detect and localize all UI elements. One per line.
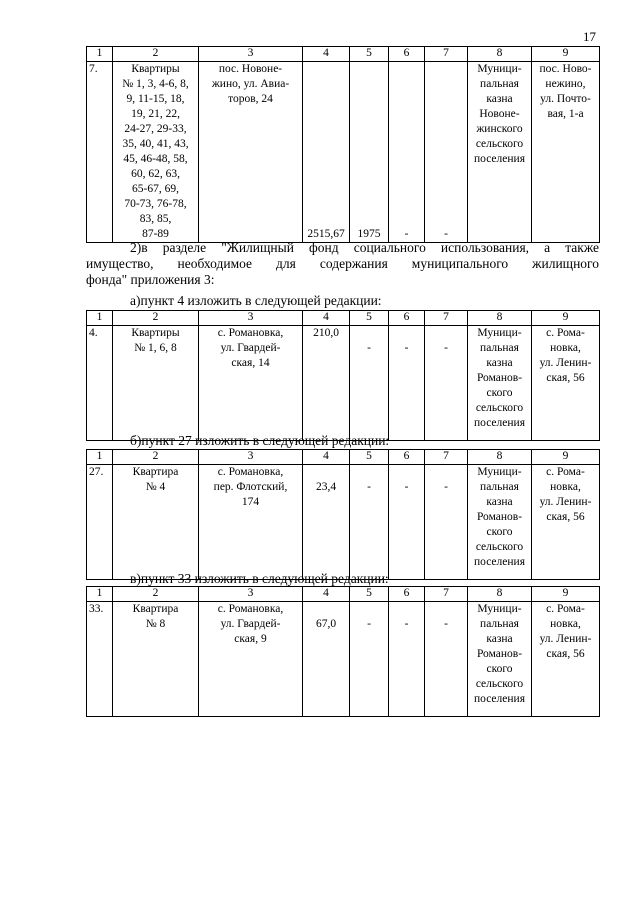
row-number: 33.: [87, 602, 113, 717]
object-address: [199, 602, 303, 717]
cell-dash: -: [389, 62, 425, 243]
line: 174: [241, 496, 260, 508]
line: ул. Ленин-: [539, 633, 592, 645]
row-number: 7.: [87, 62, 113, 243]
line: сельского: [475, 402, 524, 414]
col-header: 2: [113, 450, 199, 465]
cell-dash: -: [350, 326, 389, 441]
col-header: 4: [303, 47, 350, 62]
col-header: 4: [303, 450, 350, 465]
line: пальная: [480, 481, 519, 493]
col-header: 7: [425, 47, 468, 62]
subpoint-b-heading: б)пункт 27 изложить в следующей редакции:: [130, 433, 390, 448]
col-header: 2: [113, 47, 199, 62]
table-header-row: [87, 311, 600, 326]
line: Квартиры: [131, 327, 180, 339]
line: казна: [486, 357, 513, 369]
area-value: 23,4: [303, 465, 350, 580]
holder: [468, 326, 532, 441]
line: 87-89: [142, 228, 169, 240]
line: 19, 21, 22,: [131, 108, 180, 120]
col-header: 8: [468, 47, 532, 62]
table-row: [87, 602, 600, 717]
col-header: 2: [113, 311, 199, 326]
col-header: 9: [532, 47, 600, 62]
line: Муници-: [477, 466, 522, 478]
line: ул. Ленин-: [539, 357, 592, 369]
cell-dash: -: [425, 62, 468, 243]
line: пос. Новоне-: [218, 63, 283, 75]
line: новка,: [550, 481, 581, 493]
year-value: 1975: [350, 62, 389, 243]
col-header: 5: [350, 587, 389, 602]
line: 45, 46-48, 58,: [123, 153, 188, 165]
col-header: 3: [199, 587, 303, 602]
line: казна: [486, 633, 513, 645]
line: сельского: [475, 138, 524, 150]
property-table-2: [86, 310, 600, 441]
line: сельского: [475, 678, 524, 690]
line: 60, 62, 63,: [131, 168, 180, 180]
holder-address: [532, 602, 600, 717]
area-value: 67,0: [303, 602, 350, 717]
area-value: 2515,67: [303, 62, 350, 243]
line: № 8: [145, 618, 166, 630]
cell-dash: -: [425, 326, 468, 441]
line: Романов-: [476, 511, 523, 523]
holder-address: [532, 465, 600, 580]
line: № 1, 6, 8: [134, 342, 177, 354]
line: 70-73, 76-78,: [124, 198, 187, 210]
col-header: 6: [389, 450, 425, 465]
col-header: 8: [468, 450, 532, 465]
paragraph-line: 2)в разделе "Жилищный фонд социального использования, а также: [130, 240, 599, 255]
line: пальная: [480, 342, 519, 354]
line: сельского: [475, 541, 524, 553]
col-header: 9: [532, 450, 600, 465]
cell-dash: -: [389, 465, 425, 580]
line: пер. Флотский,: [213, 481, 288, 493]
subpoint-a-heading: а)пункт 4 изложить в следующей редакции:: [130, 293, 382, 308]
line: 83, 85,: [139, 213, 172, 225]
page-number: 17: [583, 29, 596, 44]
line: Квартира: [132, 603, 179, 615]
line: Квартира: [132, 466, 179, 478]
line: 35, 40, 41, 43,: [122, 138, 189, 150]
line: № 1, 3, 4-6, 8,: [122, 78, 189, 90]
line: ул. Ленин-: [539, 496, 592, 508]
paragraph-line: фонда" приложения 3:: [86, 272, 215, 287]
property-table-4: [86, 586, 600, 717]
section-paragraph: [86, 240, 599, 288]
cell-dash: -: [425, 465, 468, 580]
col-header: 7: [425, 311, 468, 326]
table-row: [87, 465, 600, 580]
col-header: 4: [303, 587, 350, 602]
line: с. Романовка,: [217, 327, 284, 339]
col-header: 1: [87, 47, 113, 62]
line: поселения: [474, 153, 525, 165]
line: поселения: [474, 556, 525, 568]
line: Квартиры: [131, 63, 180, 75]
line: ская, 14: [231, 357, 270, 369]
table-header-row: [87, 450, 600, 465]
line: с. Рома-: [546, 327, 585, 339]
line: пальная: [480, 78, 519, 90]
line: ская, 56: [546, 648, 585, 660]
line: ская, 9: [234, 633, 267, 645]
col-header: 9: [532, 311, 600, 326]
object-address: [199, 326, 303, 441]
line: казна: [486, 93, 513, 105]
line: Муници-: [477, 327, 522, 339]
line: вая, 1-а: [547, 108, 584, 120]
line: торов, 24: [228, 93, 273, 105]
line: новка,: [550, 342, 581, 354]
col-header: 5: [350, 47, 389, 62]
line: казна: [486, 496, 513, 508]
line: пальная: [480, 618, 519, 630]
line: Муници-: [477, 603, 522, 615]
line: поселения: [474, 693, 525, 705]
line: ул. Гвардей-: [220, 618, 281, 630]
line: 65-67, 69,: [132, 183, 179, 195]
cell-dash: -: [389, 326, 425, 441]
col-header: 6: [389, 311, 425, 326]
cell-dash: -: [350, 602, 389, 717]
table-header-row: [87, 587, 600, 602]
line: ул. Почто-: [540, 93, 591, 105]
line: с. Рома-: [546, 603, 585, 615]
row-number: 4.: [87, 326, 113, 441]
line: 24-27, 29-33,: [124, 123, 187, 135]
line: нежино,: [545, 78, 586, 90]
col-header: 4: [303, 311, 350, 326]
line: жинского: [476, 123, 523, 135]
property-table-3: [86, 449, 600, 580]
table-row: [87, 62, 600, 243]
object-name: [113, 62, 199, 243]
holder: [468, 602, 532, 717]
line: с. Рома-: [546, 466, 585, 478]
subpoint-c-heading: в)пункт 33 изложить в следующей редакции:: [130, 571, 389, 586]
col-header: 8: [468, 311, 532, 326]
area-value: 210,0: [303, 326, 350, 441]
object-name: [113, 326, 199, 441]
col-header: 9: [532, 587, 600, 602]
col-header: 5: [350, 450, 389, 465]
col-header: 6: [389, 587, 425, 602]
col-header: 1: [87, 587, 113, 602]
paragraph-line: имущество, необходимое для содержания муниципального жилищного: [86, 256, 599, 271]
col-header: 1: [87, 311, 113, 326]
holder-address: [532, 62, 600, 243]
col-header: 6: [389, 47, 425, 62]
line: Романов-: [476, 648, 523, 660]
line: Романов-: [476, 372, 523, 384]
col-header: 3: [199, 450, 303, 465]
line: поселения: [474, 417, 525, 429]
line: ского: [486, 387, 513, 399]
col-header: 1: [87, 450, 113, 465]
line: Муници-: [477, 63, 522, 75]
object-address: [199, 62, 303, 243]
col-header: 5: [350, 311, 389, 326]
col-header: 7: [425, 450, 468, 465]
line: ского: [486, 663, 513, 675]
line: пос. Ново-: [539, 63, 592, 75]
table-row: [87, 326, 600, 441]
col-header: 8: [468, 587, 532, 602]
col-header: 7: [425, 587, 468, 602]
cell-dash: -: [425, 602, 468, 717]
property-table-1: [86, 46, 600, 243]
object-name: [113, 602, 199, 717]
line: ского: [486, 526, 513, 538]
row-number: 27.: [87, 465, 113, 580]
cell-dash: -: [389, 602, 425, 717]
holder: [468, 62, 532, 243]
line: 9, 11-15, 18,: [126, 93, 185, 105]
col-header: 3: [199, 311, 303, 326]
line: жино, ул. Авиа-: [211, 78, 290, 90]
col-header: 2: [113, 587, 199, 602]
holder: [468, 465, 532, 580]
line: № 4: [145, 481, 166, 493]
object-name: [113, 465, 199, 580]
col-header: 3: [199, 47, 303, 62]
line: Новоне-: [479, 108, 520, 120]
cell-dash: -: [350, 465, 389, 580]
line: ская, 56: [546, 511, 585, 523]
line: новка,: [550, 618, 581, 630]
line: с. Романовка,: [217, 466, 284, 478]
line: ская, 56: [546, 372, 585, 384]
line: ул. Гвардей-: [220, 342, 281, 354]
line: с. Романовка,: [217, 603, 284, 615]
holder-address: [532, 326, 600, 441]
table-header-row: [87, 47, 600, 62]
object-address: [199, 465, 303, 580]
